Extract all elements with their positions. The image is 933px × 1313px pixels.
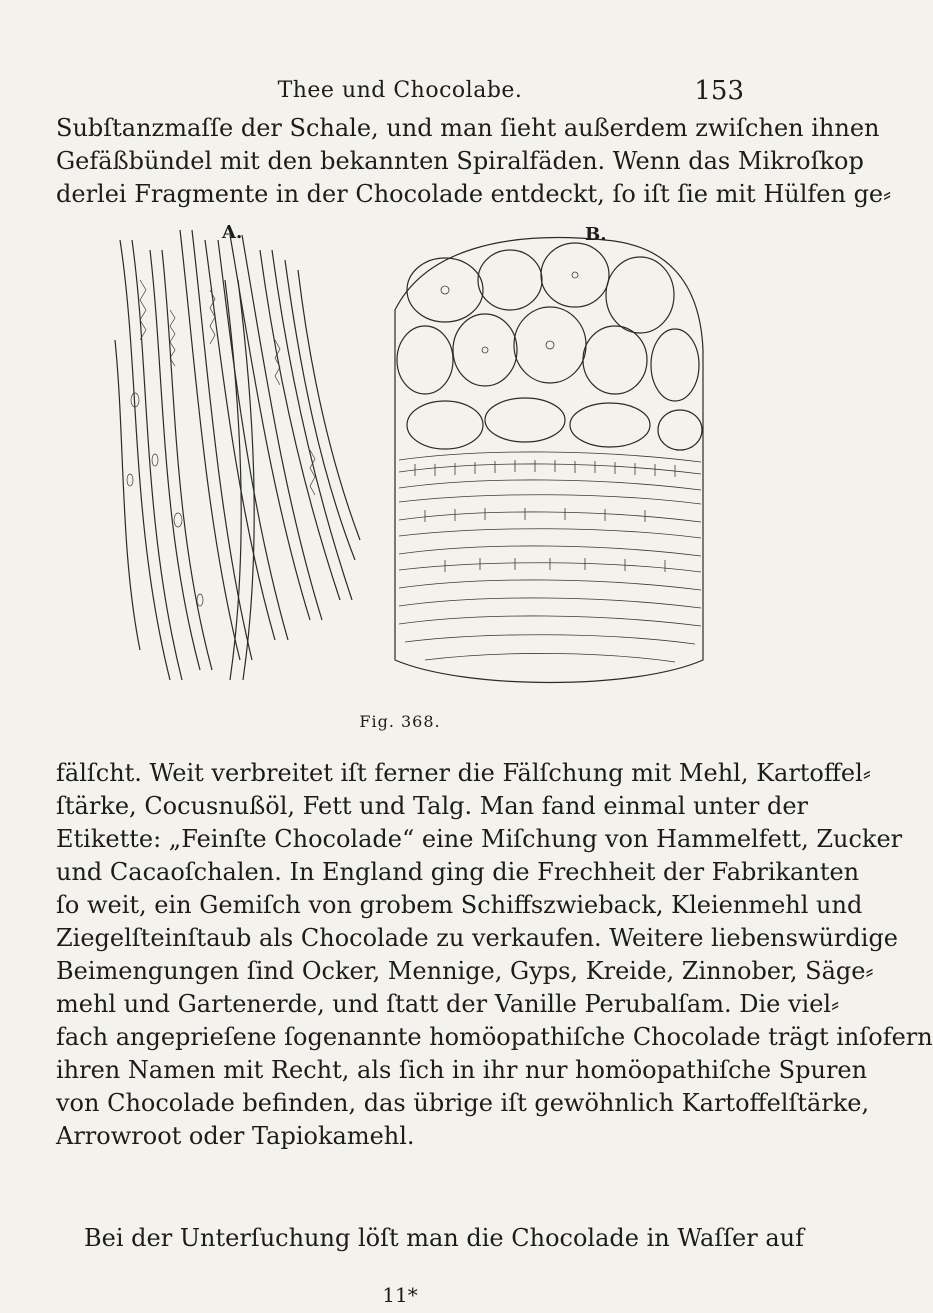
figure-panel-a: [110, 220, 365, 690]
signature-mark: 11*: [382, 1283, 418, 1307]
figure-label-b: B.: [585, 224, 607, 245]
paragraph-last: [56, 1222, 804, 1255]
running-title: Thee und Chocolabe.: [277, 78, 523, 103]
text-line: Gefäßbündel mit den bekannten Spiralfäden. Wenn das Mikroſkop: [56, 147, 864, 175]
cell-tissue-illustration: [385, 220, 710, 690]
text-line: und Cacaoſchalen. In England ging die Frechheit der Fabrikanten: [56, 858, 860, 886]
text-line: derlei Fragmente in der Chocolade entdeckt, ſo iſt ſie mit Hülfen ge⸗: [56, 180, 892, 208]
text-line: Bei der Unterſuchung löſt man die Chocolade in Waſſer auf: [84, 1224, 804, 1252]
text-line: ihren Namen mit Recht, als ſich in ihr nur homöopathiſche Spuren: [56, 1056, 868, 1084]
text-line: mehl und Gartenerde, und ſtatt der Vanille Perubalſam. Die viel⸗: [56, 990, 840, 1018]
figure-label-a: A.: [222, 222, 243, 243]
fibre-illustration: [110, 220, 365, 690]
text-line: Beimengungen ſind Ocker, Mennige, Gyps, Kreide, Zinnober, Säge⸗: [56, 957, 874, 985]
text-line: Etikette: „Feinſte Chocolade“ eine Miſchung von Hammelfett, Zucker: [56, 825, 903, 853]
paragraph-top: [56, 112, 892, 211]
text-line: Arrowroot oder Tapiokamehl.: [56, 1122, 415, 1150]
text-line: von Chocolade befinden, das übrige iſt gewöhnlich Kartoffelſtärke,: [56, 1089, 870, 1117]
text-line: fach angeprieſene ſogenannte homöopathiſche Chocolade trägt inſofern: [56, 1023, 933, 1051]
page-header: [56, 78, 744, 108]
text-line: Subſtanzmaſſe der Schale, und man ſieht außerdem zwiſchen ihnen: [56, 114, 880, 142]
paragraph-middle: [56, 757, 933, 1153]
figure-panel-b: [385, 220, 710, 690]
text-line: ſtärke, Cocusnußöl, Fett und Talg. Man fand einmal unter der: [56, 792, 809, 820]
text-line: Ziegelſteinſtaub als Chocolade zu verkaufen. Weitere liebenswürdige: [56, 924, 899, 952]
text-line: fälſcht. Weit verbreitet iſt ferner die Fälſchung mit Mehl, Kartoffel⸗: [56, 759, 871, 787]
text-line: ſo weit, ein Gemiſch von grobem Schiffszwieback, Kleienmehl und: [56, 891, 863, 919]
figure-368: [110, 220, 710, 710]
page-number: 153: [694, 76, 744, 106]
figure-caption: Fig. 368.: [359, 712, 441, 731]
